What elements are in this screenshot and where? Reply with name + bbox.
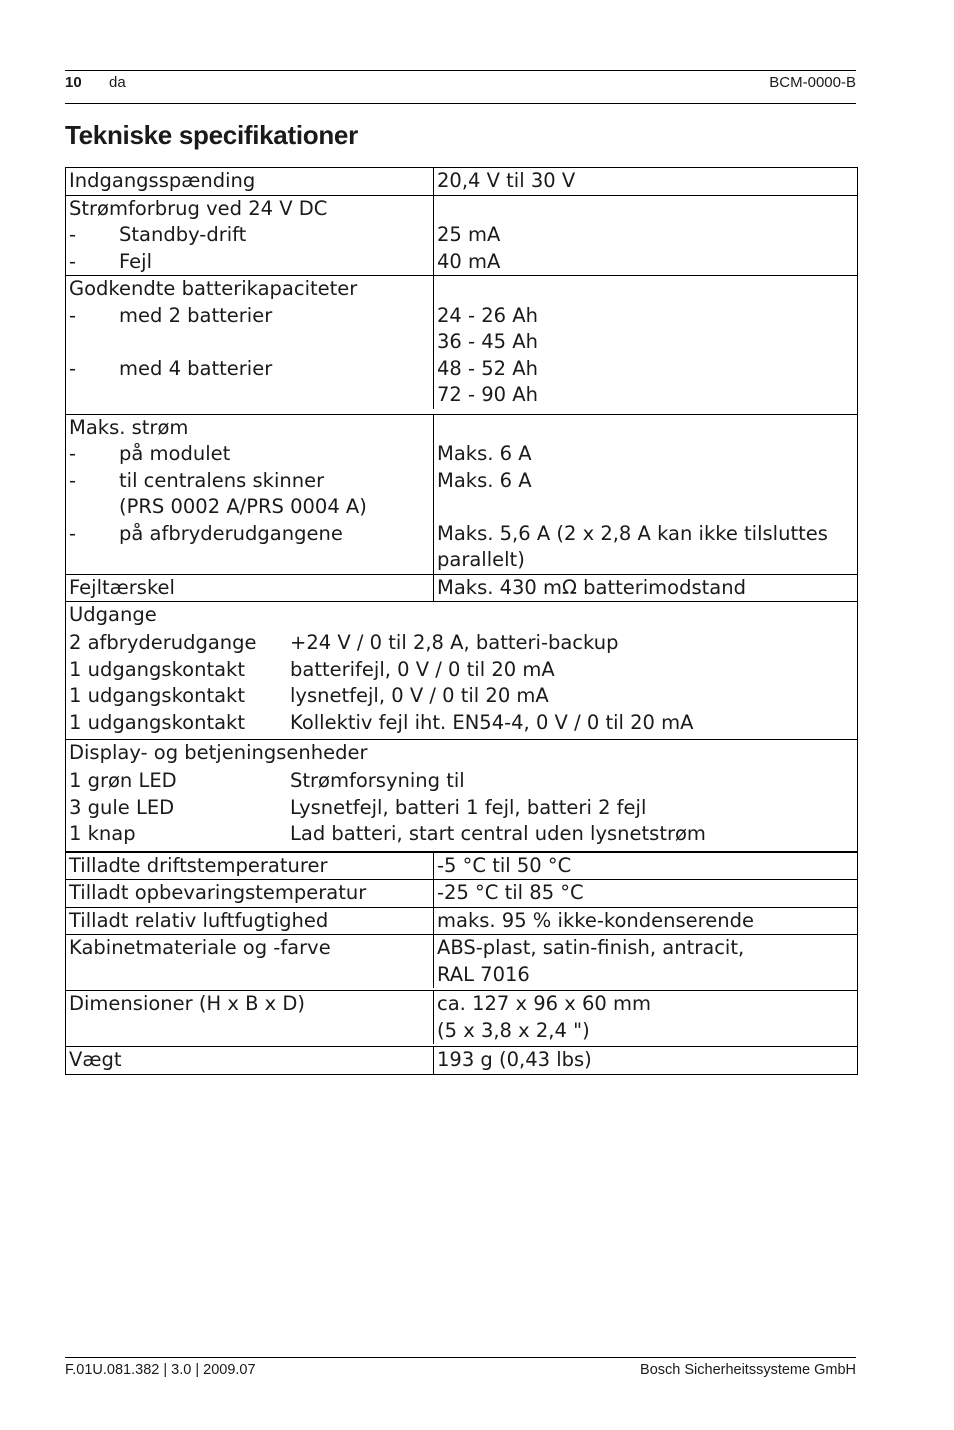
spec-value: Maks. 6 A: [437, 468, 532, 492]
display-desc: Strømforsyning til: [290, 769, 465, 792]
spec-row-display: [65, 740, 858, 852]
spec-value: 25 mA: [437, 223, 501, 246]
spec-label: Kabinetmateriale og -farve: [69, 936, 331, 959]
spec-value: maks. 95 % ikke-kondenserende: [437, 908, 754, 932]
bullet-dash: -: [69, 249, 77, 273]
spec-value: 193 g (0,43 lbs): [437, 1048, 592, 1071]
spec-label: Tilladte driftstemperaturer: [69, 853, 328, 877]
spec-label: Dimensioner (H x B x D): [69, 992, 306, 1015]
spec-label: Fejltærskel: [69, 575, 175, 599]
spec-sublabel: med 4 batterier: [119, 356, 273, 380]
spec-sublabel: på afbryderudgangene: [119, 521, 343, 545]
output-desc: +24 V / 0 til 2,8 A, batteri-backup: [290, 631, 619, 654]
page-footer: [65, 1357, 856, 1378]
spec-sublabel: Fejl: [119, 249, 152, 273]
display-desc: Lad batteri, start central uden lysnetstrøm: [290, 822, 706, 845]
spec-label: Godkendte batterikapaciteter: [69, 277, 358, 300]
output-name: 1 udgangskontakt: [69, 710, 245, 734]
spec-value: 40 mA: [437, 249, 501, 273]
page-number: 10: [65, 74, 82, 91]
display-desc: Lysnetfejl, batteri 1 fejl, batteri 2 fejl: [290, 795, 647, 819]
spec-row-current: [65, 415, 858, 575]
spec-value: ABS-plast, satin-finish, antracit,: [437, 936, 745, 959]
spec-sublabel: med 2 batterier: [119, 303, 273, 327]
spec-value: (5 x 3,8 x 2,4 "): [437, 1018, 590, 1042]
spec-value: Maks. 6 A: [437, 442, 532, 465]
spec-row-humidity: [65, 908, 858, 936]
display-element: 1 knap: [69, 822, 136, 845]
output-desc: lysnetfejl, 0 V / 0 til 20 mA: [290, 684, 549, 707]
spec-value: Maks. 430 mΩ batterimodstand: [437, 575, 746, 599]
display-element: 3 gule LED: [69, 795, 175, 819]
output-name: 1 udgangskontakt: [69, 657, 245, 681]
page-title: Tekniske specifikationer: [65, 120, 358, 150]
spec-row-fault-threshold: [65, 575, 858, 603]
spec-value: ca. 127 x 96 x 60 mm: [437, 992, 651, 1015]
spec-row-op-temp: [65, 852, 858, 881]
bullet-dash: -: [69, 442, 77, 465]
spec-sublabel: Standby-drift: [119, 223, 247, 246]
spec-row-battery: [65, 276, 858, 415]
spec-value: 24 - 26 Ah: [437, 303, 538, 327]
spec-label: Display- og betjeningsenheder: [69, 741, 368, 764]
spec-row-outputs: [65, 602, 858, 740]
spec-label: Indgangsspænding: [69, 169, 256, 192]
footer-company: Bosch Sicherheitssysteme GmbH: [640, 1362, 856, 1378]
spec-value: 36 - 45 Ah: [437, 330, 538, 353]
spec-value: 72 - 90 Ah: [437, 383, 538, 406]
spec-value: RAL 7016: [437, 962, 530, 986]
spec-label: Tilladt relativ luftfugtighed: [69, 908, 329, 932]
spec-label: Tilladt opbevaringstemperatur: [69, 881, 367, 904]
spec-row-input-voltage: [65, 167, 858, 196]
spec-sublabel: til centralens skinner: [119, 468, 325, 492]
spec-label: Udgange: [69, 603, 157, 626]
footer-doc-info: F.01U.081.382 | 3.0 | 2009.07: [65, 1362, 256, 1378]
spec-row-material: [65, 935, 858, 991]
bullet-dash: -: [69, 521, 77, 545]
spec-value: -25 °C til 85 °C: [437, 881, 584, 904]
spec-sublabel: på modulet: [119, 442, 231, 465]
spec-label: Vægt: [69, 1048, 122, 1071]
spec-row-dimensions: [65, 991, 858, 1047]
output-name: 1 udgangskontakt: [69, 684, 245, 707]
spec-row-power: [65, 196, 858, 277]
spec-row-storage-temp: [65, 880, 858, 908]
document-code: BCM-0000-B: [769, 74, 856, 91]
spec-label: Maks. strøm: [69, 415, 189, 439]
bullet-dash: -: [69, 303, 77, 327]
language-code: da: [109, 74, 126, 91]
spec-value: 48 - 52 Ah: [437, 356, 538, 380]
bullet-dash: -: [69, 356, 77, 380]
output-name: 2 afbryderudgange: [69, 631, 257, 654]
spec-table: [65, 167, 858, 1075]
bullet-dash: -: [69, 223, 77, 246]
spec-row-weight: [65, 1047, 858, 1075]
spec-value: 20,4 V til 30 V: [437, 169, 576, 192]
spec-value: Maks. 5,6 A (2 x 2,8 A kan ikke tilsluttes parallelt): [437, 521, 828, 571]
spec-value: -5 °C til 50 °C: [437, 853, 572, 877]
output-desc: batterifejl, 0 V / 0 til 20 mA: [290, 657, 555, 681]
page-header: [65, 70, 856, 104]
spec-sublabel: (PRS 0002 A/PRS 0004 A): [119, 495, 367, 518]
bullet-dash: -: [69, 468, 77, 492]
spec-label: Strømforbrug ved 24 V DC: [69, 196, 328, 220]
display-element: 1 grøn LED: [69, 769, 177, 792]
output-desc: Kollektiv fejl iht. EN54-4, 0 V / 0 til 20 mA: [290, 710, 694, 734]
